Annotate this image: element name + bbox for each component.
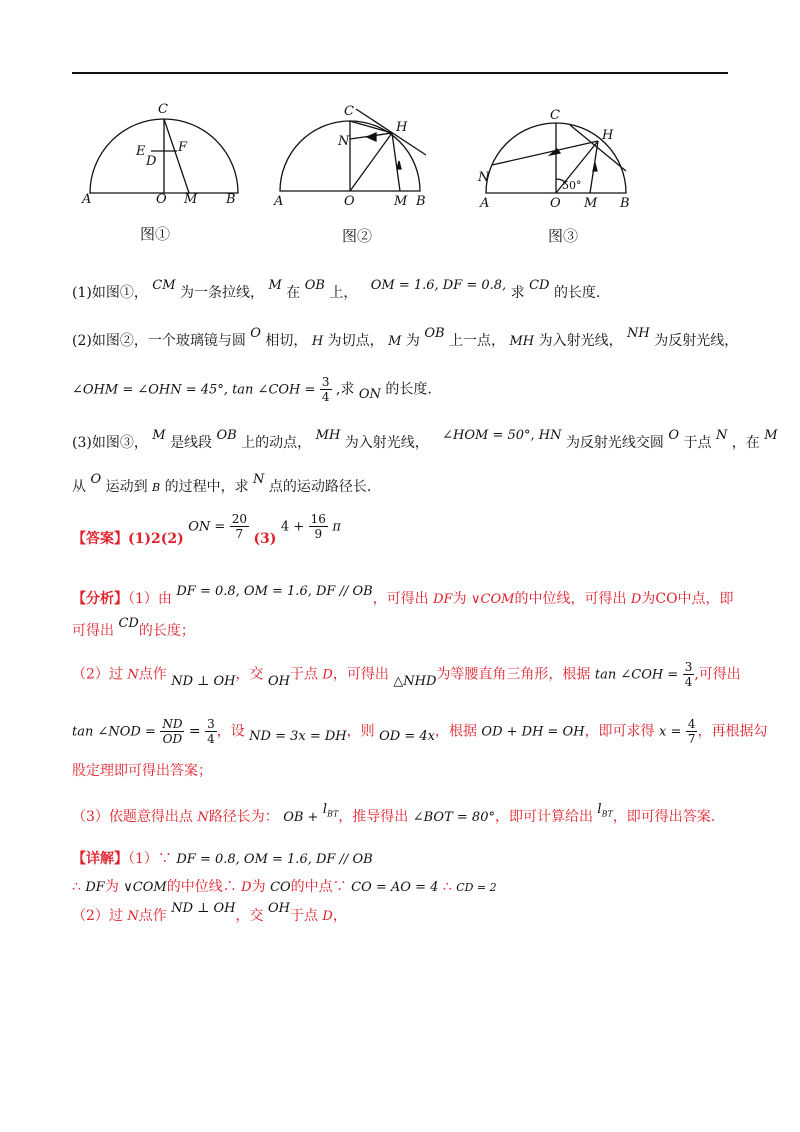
analysis-line-4 bbox=[72, 717, 767, 746]
q3-n: N bbox=[715, 428, 728, 443]
analysis-tan-coh: tan ∠COH = bbox=[594, 667, 679, 683]
q2-text-2: 为切点， bbox=[327, 333, 384, 349]
answer-3-fraction: $\frac{16}{9}$ bbox=[310, 512, 326, 541]
detail-l3b: 点作 bbox=[138, 908, 167, 924]
analysis-l4e: ，即可求得 bbox=[584, 723, 655, 740]
question-2-line-2 bbox=[72, 375, 432, 404]
q2-mh: MH bbox=[509, 334, 535, 349]
analysis-l3b: 点作 bbox=[138, 666, 167, 683]
q1-m: M bbox=[268, 278, 282, 293]
analysis-line-5 bbox=[72, 760, 212, 780]
q1-text-2: 在 bbox=[286, 285, 301, 301]
q3-text-5: 于点 bbox=[683, 435, 712, 451]
analysis-l6c: ，推导得出 bbox=[338, 809, 409, 825]
q2-text-5: 为入射光线， bbox=[538, 333, 623, 349]
analysis-line-3 bbox=[72, 660, 741, 689]
detail-l3a: （2）过 bbox=[72, 908, 123, 924]
answer-label: 【答案】 bbox=[72, 530, 128, 547]
q1-cd: CD bbox=[529, 278, 550, 293]
analysis-nd-eq: ND = 3x = DH bbox=[249, 728, 347, 744]
detail-l2d: 为 bbox=[251, 879, 266, 895]
analysis-nd-oh: ND ⊥ OH bbox=[171, 673, 236, 689]
detail-oh: OH bbox=[267, 901, 290, 916]
detail-l2f: ∴ bbox=[442, 879, 452, 895]
q2-fraction: $\frac{3}{4}$ bbox=[321, 375, 330, 404]
q2-text-1: 相切， bbox=[265, 333, 308, 349]
analysis-l6d: ，即可计算给出 bbox=[494, 809, 593, 825]
q3-text-9: 点的运动路径长. bbox=[268, 479, 372, 495]
analysis-l1-cond: DF = 0.8, OM = 1.6, DF // OB bbox=[176, 584, 373, 599]
detail-l3d: 于点 bbox=[289, 908, 318, 924]
q3-text-6: ，在 bbox=[731, 435, 760, 451]
detail-l2c: 的中位线∴ bbox=[166, 879, 237, 895]
fig3-label-m: M bbox=[584, 196, 598, 211]
analysis-l4c: ，则 bbox=[346, 723, 375, 740]
detail-d: D bbox=[241, 880, 252, 895]
answer-part-1-2: (1)2(2) bbox=[128, 530, 184, 547]
q3-text-7: 运动到 bbox=[105, 479, 148, 495]
q2-m: M bbox=[388, 334, 402, 349]
fig1-label-o: O bbox=[156, 192, 167, 207]
detail-l3c: ，交 bbox=[235, 908, 264, 924]
q3-line2-prefix: 从 bbox=[72, 479, 86, 495]
analysis-frac-1: $\frac{3}{4}$ bbox=[684, 660, 693, 689]
q2-ob: OB bbox=[424, 326, 445, 341]
analysis-tan-nod: tan ∠NOD = bbox=[72, 724, 156, 740]
q2-text-4: 上一点， bbox=[449, 333, 506, 349]
analysis-angle-bot: ∠BOT = 80° bbox=[412, 810, 495, 825]
fig2-label-n: N bbox=[338, 134, 350, 149]
analysis-od-eq: OD = 4x bbox=[379, 728, 435, 744]
detail-l2e: 的中点∵ bbox=[290, 879, 347, 895]
q2-on: ON bbox=[358, 386, 381, 402]
analysis-tri: ∨COM bbox=[471, 592, 515, 607]
analysis-arc-length-2: $l_{BT}$ bbox=[597, 802, 613, 819]
fig2-label-o: O bbox=[344, 194, 355, 209]
analysis-l1b: ，可得出 bbox=[372, 591, 429, 607]
fig3-label-a: A bbox=[480, 196, 490, 211]
q3-prefix: (3)如图③， bbox=[72, 435, 148, 451]
q3-o2: O bbox=[90, 472, 102, 487]
caption-fig-1: 图① bbox=[140, 225, 171, 243]
q3-condition: ∠HOM = 50°, HN bbox=[442, 428, 562, 443]
fig2-label-c: C bbox=[344, 104, 354, 119]
analysis-oh: OH bbox=[267, 673, 290, 689]
q3-text-1: 是线段 bbox=[170, 435, 213, 451]
detail-line-3 bbox=[72, 901, 347, 925]
q3-n2: N bbox=[253, 472, 265, 487]
figure-2-labels bbox=[273, 104, 426, 209]
analysis-sum-eq: OD + DH = OH bbox=[481, 724, 585, 740]
analysis-label: 【分析】 bbox=[72, 591, 128, 607]
analysis-l1e: 为CO中点，即 bbox=[641, 591, 734, 607]
detail-l3e: ， bbox=[332, 908, 347, 924]
fig1-label-e: E bbox=[136, 144, 146, 159]
q1-text-5: 的长度. bbox=[553, 285, 601, 301]
analysis-l2b: 的长度； bbox=[138, 623, 195, 639]
detail-tri: ∨COM bbox=[123, 880, 167, 895]
analysis-l1c: 为 bbox=[452, 591, 467, 607]
analysis-frac-nd-od: $\frac{ND}{OD}$ bbox=[162, 717, 183, 746]
fig1-label-m: M bbox=[184, 192, 198, 207]
analysis-l1d: 的中位线，可得出 bbox=[514, 591, 627, 607]
figure-1 bbox=[90, 119, 238, 193]
fig3-label-c: C bbox=[550, 108, 560, 123]
fig1-label-f: F bbox=[178, 140, 188, 155]
question-3-line-2 bbox=[72, 472, 372, 496]
fig2-label-m: M bbox=[394, 194, 408, 209]
fig1-label-b: B bbox=[226, 192, 236, 207]
analysis-frac-2: $\frac{3}{4}$ bbox=[207, 717, 215, 746]
analysis-d: D bbox=[630, 592, 642, 607]
fig2-label-a: A bbox=[274, 194, 284, 209]
analysis-d2: D bbox=[322, 667, 333, 683]
q1-text-3: 上， bbox=[329, 285, 358, 301]
analysis-l4d: ，根据 bbox=[434, 723, 477, 740]
analysis-l2: 可得出 bbox=[72, 623, 114, 639]
analysis-line-1 bbox=[72, 584, 734, 608]
fig1-label-d: D bbox=[146, 154, 157, 169]
q1-cm: CM bbox=[152, 278, 176, 293]
detail-l1-cond: DF = 0.8, OM = 1.6, DF // OB bbox=[176, 852, 373, 867]
top-rule bbox=[72, 72, 728, 74]
q3-text-4: 为反射光线交圆 bbox=[565, 435, 664, 451]
detail-df: DF bbox=[85, 880, 105, 895]
analysis-cd: CD bbox=[118, 616, 139, 631]
answer-on-fraction: $\frac{20}{7}$ bbox=[231, 512, 247, 541]
q3-m2: M bbox=[764, 428, 778, 443]
q2-prefix: (2)如图②，一个玻璃镜与圆 bbox=[72, 333, 246, 349]
caption-fig-2: 图② bbox=[342, 227, 373, 245]
answer-on-eq: ON = bbox=[188, 519, 226, 535]
analysis-frac-3: $\frac{4}{7}$ bbox=[687, 717, 696, 746]
analysis-l3g: ,可得出 bbox=[694, 666, 741, 683]
q1-prefix: (1)如图①， bbox=[72, 285, 148, 301]
detail-line-2 bbox=[72, 876, 497, 896]
detail-nd-oh: ND ⊥ OH bbox=[171, 901, 236, 916]
q2-condition: ∠OHM = ∠OHN = 45°, tan ∠COH = bbox=[72, 382, 316, 398]
analysis-x-eq: x = bbox=[659, 724, 682, 740]
analysis-n3: N bbox=[197, 810, 209, 825]
detail-n: N bbox=[127, 909, 139, 924]
fig3-label-angle: 50° bbox=[562, 179, 582, 192]
answer-3-a: 4 + bbox=[280, 519, 305, 535]
q3-text-2: 上的动点， bbox=[241, 435, 312, 451]
q3-text-3: 为入射光线， bbox=[344, 435, 429, 451]
q1-text-1: 为一条拉线， bbox=[180, 285, 265, 301]
fig3-label-o: O bbox=[550, 196, 561, 211]
answer-3-pi: π bbox=[332, 519, 341, 535]
q2-o: O bbox=[250, 326, 261, 341]
detail-label: 【详解】 bbox=[72, 851, 128, 867]
analysis-l3a: （2）过 bbox=[72, 666, 123, 683]
analysis-l3d: 于点 bbox=[289, 666, 318, 683]
detail-l2b: 为 bbox=[104, 879, 119, 895]
analysis-line-6 bbox=[72, 802, 716, 827]
question-2-line-1 bbox=[72, 326, 739, 350]
analysis-l6a: （3）依题意得出点 bbox=[72, 809, 193, 825]
detail-line-1 bbox=[72, 848, 373, 868]
detail-co-ao: CO = AO = 4 bbox=[351, 880, 439, 895]
fig2-label-h: H bbox=[396, 120, 408, 135]
answer-part-3: (3) bbox=[253, 530, 277, 547]
q3-b: B bbox=[152, 481, 161, 494]
q1-ob: OB bbox=[304, 278, 325, 293]
question-3-line-1 bbox=[72, 428, 778, 452]
analysis-l1a: （1）由 bbox=[128, 591, 172, 607]
q2-text-6: 为反射光线， bbox=[654, 333, 739, 349]
analysis-l3f: 为等腰直角三角形，根据 bbox=[436, 666, 591, 683]
analysis-ob-plus: OB + bbox=[283, 810, 319, 825]
detail-l2a: ∴ bbox=[72, 879, 81, 895]
question-1 bbox=[72, 278, 601, 302]
q3-o: O bbox=[668, 428, 680, 443]
fig1-label-a: A bbox=[82, 192, 92, 207]
q3-mh: MH bbox=[315, 428, 341, 443]
q1-condition: OM = 1.6, DF = 0.8, bbox=[370, 278, 507, 293]
analysis-tri2: △NHD bbox=[393, 673, 437, 689]
fig3-label-h: H bbox=[602, 128, 614, 143]
analysis-l4b: ，设 bbox=[216, 723, 245, 740]
q3-text-8: 的过程中，求 bbox=[164, 479, 249, 495]
analysis-n: N bbox=[127, 667, 139, 683]
answer-line bbox=[72, 512, 341, 547]
fig3-label-n: N bbox=[478, 170, 490, 185]
caption-fig-3: 图③ bbox=[548, 227, 579, 245]
q2-text-7: ,求 bbox=[335, 381, 355, 398]
analysis-l6b: 路径长为： bbox=[208, 809, 279, 825]
analysis-l6e: ，即可得出答案. bbox=[612, 809, 716, 825]
q2-text-8: 的长度. bbox=[385, 381, 432, 398]
q2-nh: NH bbox=[627, 326, 650, 341]
figure-1-labels bbox=[81, 102, 236, 207]
analysis-l4-eq: = bbox=[188, 723, 201, 740]
q1-text-4: 求 bbox=[510, 285, 525, 301]
analysis-df: DF bbox=[433, 592, 453, 607]
detail-l1a: （1）∵ bbox=[128, 851, 172, 867]
analysis-line-2 bbox=[72, 616, 195, 640]
q3-m: M bbox=[152, 428, 166, 443]
analysis-l4f: ，再根据勾 bbox=[697, 723, 768, 740]
fig3-label-b: B bbox=[620, 196, 630, 211]
analysis-l3c: ，交 bbox=[235, 666, 264, 683]
q2-h: H bbox=[311, 334, 324, 349]
fig1-label-c: C bbox=[158, 102, 168, 117]
analysis-arc-length-1: $l_{BT}$ bbox=[322, 802, 339, 819]
detail-cd: CD = 2 bbox=[456, 881, 497, 894]
analysis-l5: 股定理即可得出答案； bbox=[72, 763, 212, 779]
q2-text-3: 为 bbox=[405, 333, 420, 349]
figures-row bbox=[70, 95, 730, 255]
fig2-label-b: B bbox=[416, 194, 426, 209]
detail-co: CO bbox=[270, 880, 291, 895]
q3-ob: OB bbox=[216, 428, 237, 443]
analysis-l3e: ，可得出 bbox=[332, 666, 389, 683]
detail-d2: D bbox=[322, 909, 333, 924]
